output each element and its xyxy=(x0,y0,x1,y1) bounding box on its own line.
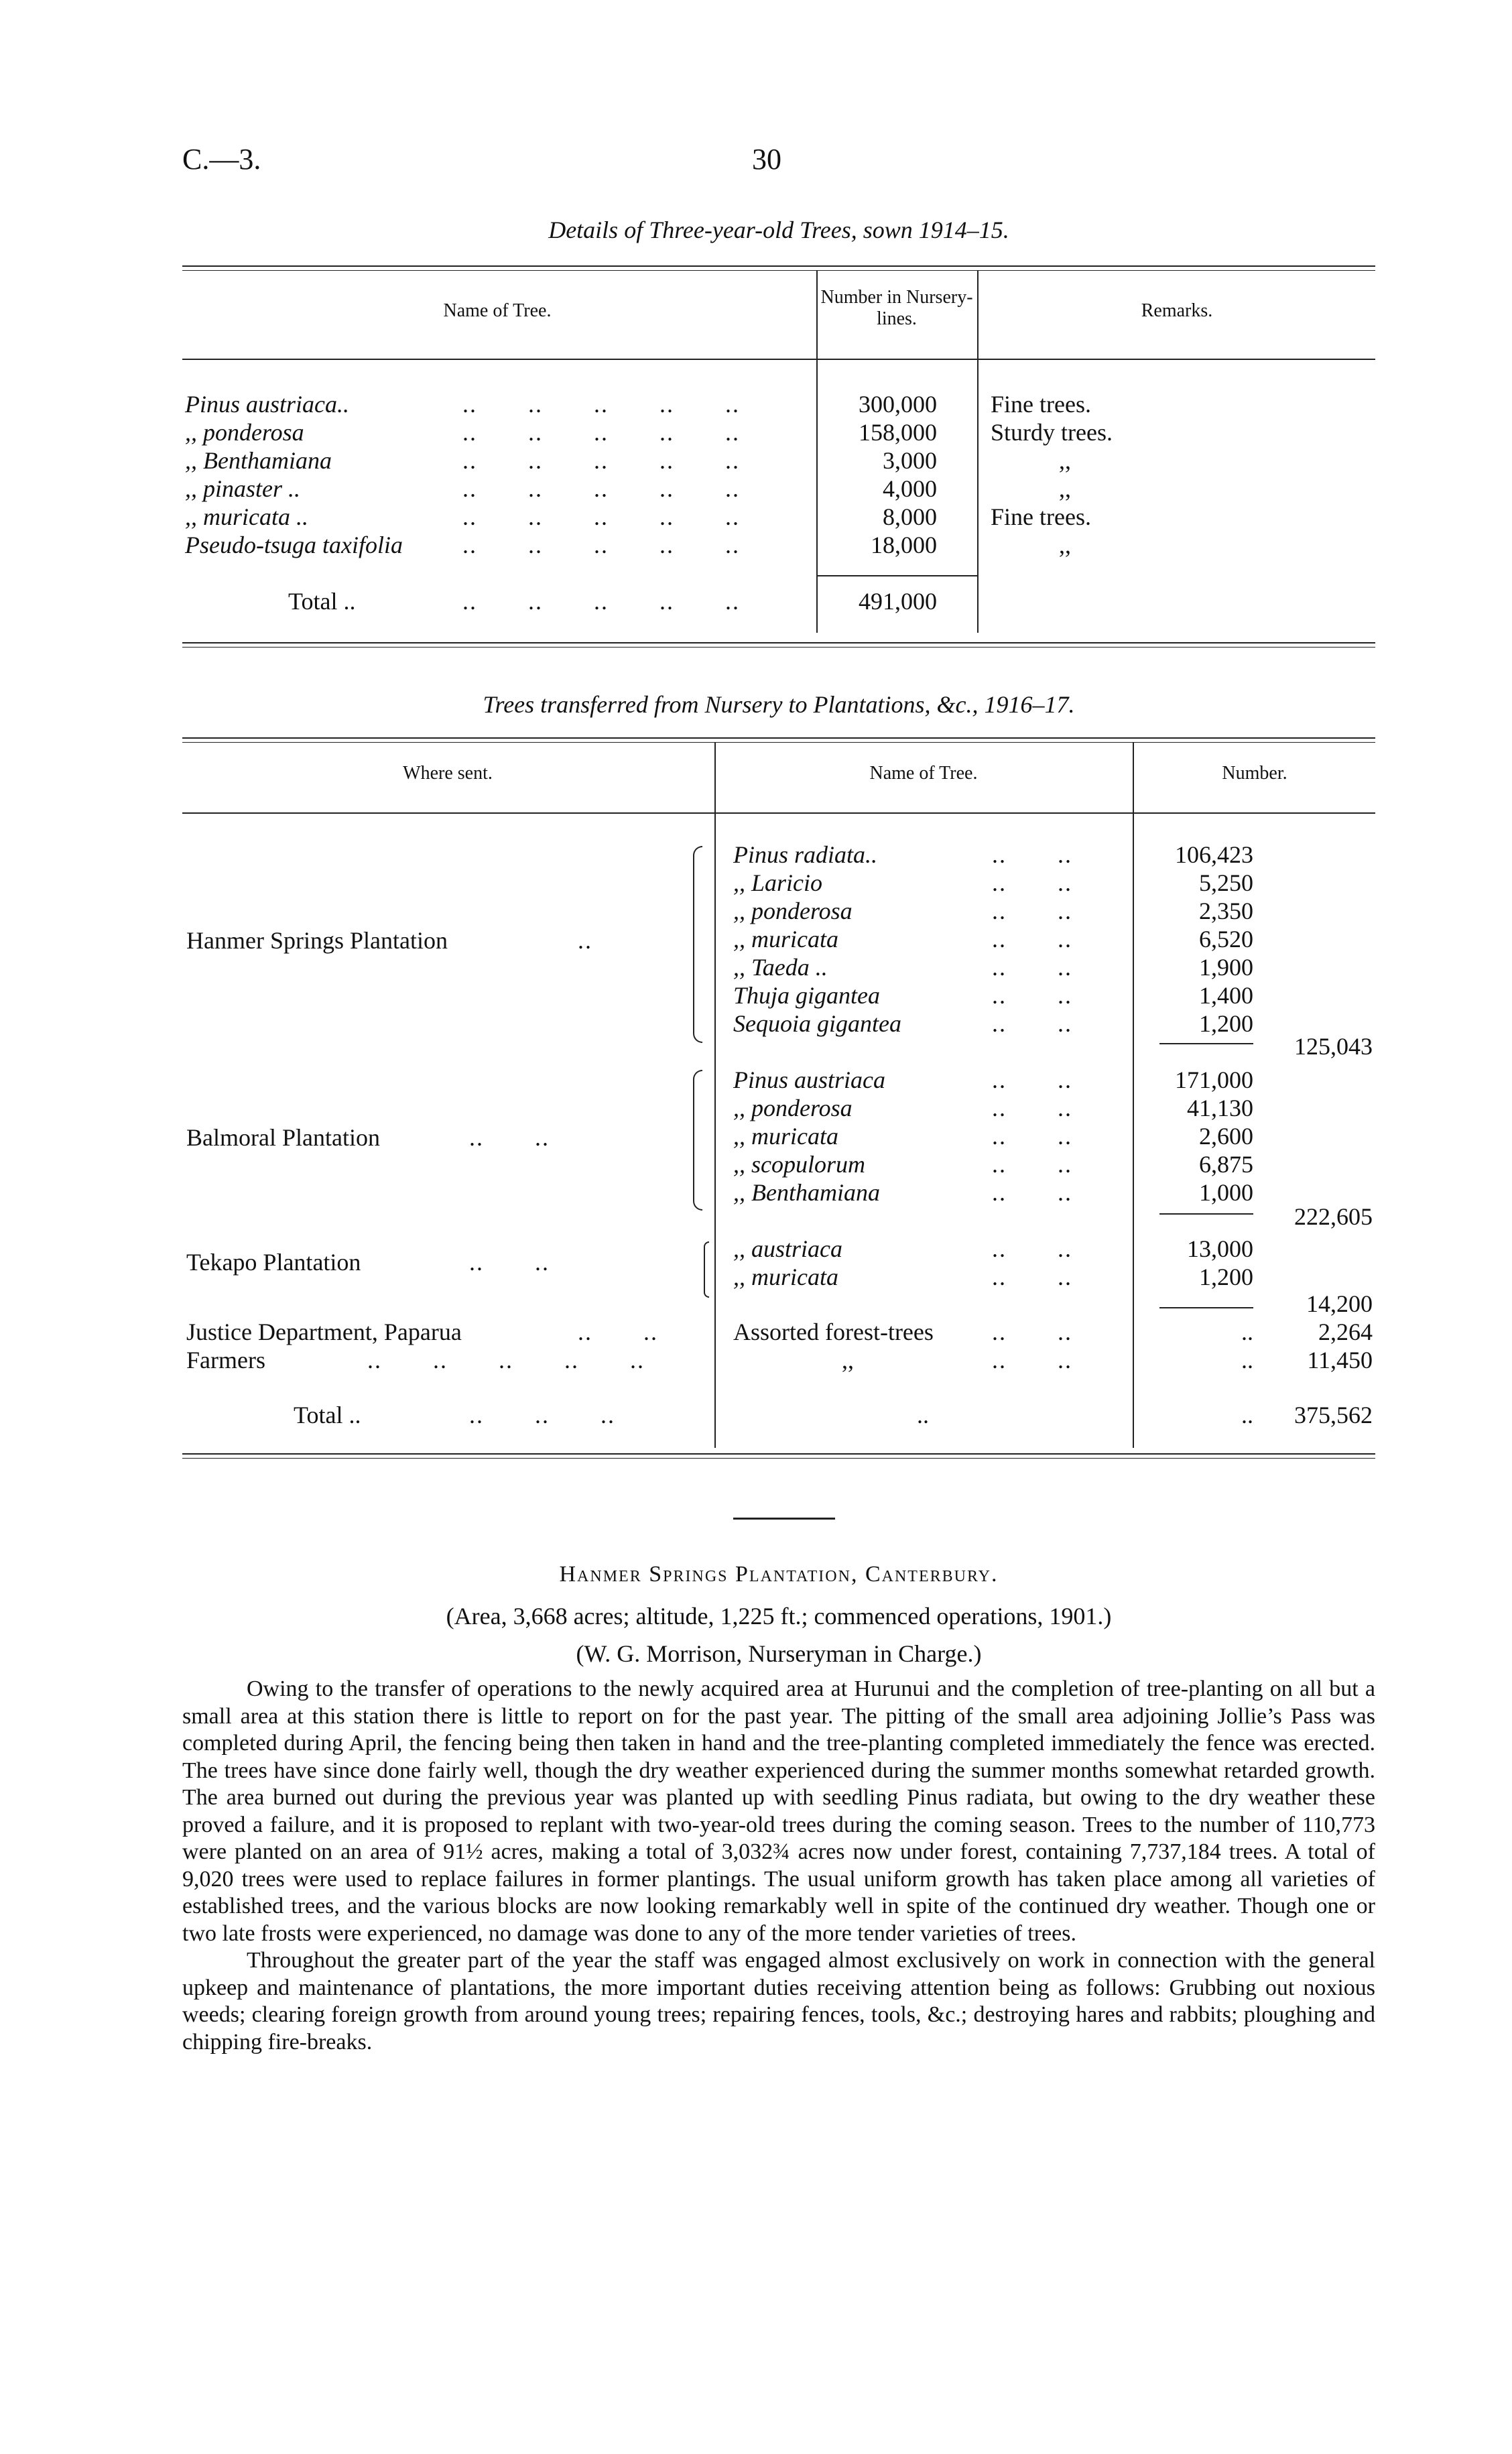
table2-tree-number: 6,875 xyxy=(1199,1151,1253,1178)
leader-dots: .. .. xyxy=(992,1066,1072,1093)
table2-tree: Pinus austriaca xyxy=(733,1066,886,1093)
table1-col-number: Number in Nursery-lines. xyxy=(820,287,973,329)
table2-tree-number: 5,250 xyxy=(1199,869,1253,896)
table2-tree: ,, Benthamiana xyxy=(733,1179,880,1206)
table1-row-number: 3,000 xyxy=(883,447,937,474)
table2-tree-number: 106,423 xyxy=(1175,841,1253,868)
leader-dots: .. .. xyxy=(992,926,1072,953)
table2-tree-number: 1,900 xyxy=(1199,954,1253,981)
table2-total-value: 375,562 xyxy=(1294,1402,1373,1428)
table2-tree-number: 6,520 xyxy=(1199,926,1253,953)
table2-place: Tekapo Plantation xyxy=(186,1249,361,1276)
leader-dots: .. .. xyxy=(992,841,1072,868)
section-charge: (W. G. Morrison, Nurseryman in Charge.) xyxy=(576,1640,982,1667)
table2-col-where: Where sent. xyxy=(403,763,493,784)
table2-tree: ,, muricata xyxy=(733,1264,838,1290)
table1-total-label: Total .. xyxy=(288,588,356,615)
table1-total-rule xyxy=(816,575,977,576)
table2-place: Farmers xyxy=(186,1347,265,1373)
table2-top-rule-2 xyxy=(182,742,1375,743)
leader-dots: .. .. xyxy=(578,1318,658,1345)
body-paragraph: Owing to the transfer of operations to the newly acquired area at Hurunui and the completion of tree-planting on all but a small area at this station there is little to report on for the past year. The pitting of the small area adjoining Jollie’s Pass was completed during April, the fencing being then taken in hand and the tree-planting completed immediately the fence was erected. The trees have since done fairly well, though the dry weather experienced during the summer months somewhat retarded growth. The area burned out during the previous year was planted up with seedling Pinus radiata, but owing to the dry weather these proved a failure, and it is proposed to replant with two-year-old trees during the coming season. Trees to the number of 110,773 were planted on an area of 91½ acres, making a total of 3,032¾ acres now under forest, containing 7,737,184 trees. A total of 9,020 trees were used to replace failures in former plantings. The usual uniform growth has taken place among all varieties of established trees, and the various blocks are now looking remarkably well in spite of the continued dry weather. Though one or two late frosts were experienced, no damage was done to any of the more tender varieties of trees. xyxy=(182,1676,1375,1946)
report-reference: C.—3. xyxy=(182,143,261,176)
table2-tree: ,, scopulorum xyxy=(733,1151,865,1178)
table2-tree: ,, muricata xyxy=(733,926,838,953)
leader-dots: .. .. xyxy=(992,982,1072,1009)
table2-caption: Trees transferred from Nursery to Plantations, &c., 1916–17. xyxy=(483,691,1075,718)
table1-row-remark: Sturdy trees. xyxy=(991,419,1113,446)
table2-tree: ,, ponderosa xyxy=(733,1095,853,1121)
table1-total-value: 491,000 xyxy=(859,588,937,615)
table2-tree: ,, muricata xyxy=(733,1123,838,1150)
table2-other-total: 11,450 xyxy=(1307,1347,1373,1373)
table1-top-rule xyxy=(182,265,1375,267)
table2-col-number: Number. xyxy=(1222,763,1287,784)
table2-subtotal: 14,200 xyxy=(1306,1290,1373,1317)
table2-vrule-1 xyxy=(714,743,716,1448)
table2-other-total: 2,264 xyxy=(1318,1318,1373,1345)
subtotal-rule xyxy=(1159,1043,1253,1044)
leader-dots: .. .. xyxy=(992,1123,1072,1150)
table1-row-remark: Fine trees. xyxy=(991,391,1091,418)
leader-dots: .. .. xyxy=(992,1179,1072,1206)
table2-tree: Assorted forest-trees xyxy=(733,1318,934,1345)
table2-subtotal: 222,605 xyxy=(1294,1203,1373,1230)
table2-place: Balmoral Plantation xyxy=(186,1124,380,1151)
table2-top-rule xyxy=(182,737,1375,739)
leader-dots: .. .. xyxy=(992,1318,1072,1345)
table1-row-name: Pseudo-tsuga taxifolia xyxy=(185,532,403,558)
subtotal-rule xyxy=(1159,1213,1253,1215)
table1-row-number: 18,000 xyxy=(871,532,937,558)
table1-row-number: 8,000 xyxy=(883,503,937,530)
table2-col-tree: Name of Tree. xyxy=(869,763,978,784)
table1-header-rule xyxy=(182,359,1375,360)
leader-dots: .. .. xyxy=(992,1264,1072,1290)
table1-top-rule-2 xyxy=(182,270,1375,271)
table1-col-remarks: Remarks. xyxy=(1141,300,1213,321)
table2-tree-number: 1,200 xyxy=(1199,1264,1253,1290)
table2-total-label: Total .. xyxy=(294,1402,361,1428)
group-brace xyxy=(704,1241,709,1298)
section-body xyxy=(182,1676,1375,2056)
table2-tree: Pinus radiata.. xyxy=(733,841,878,868)
leader-dots: .. .. xyxy=(992,1010,1072,1037)
table2-tree: ,, Taeda .. xyxy=(733,954,828,981)
table2-tree-number: 1,400 xyxy=(1199,982,1253,1009)
table1-row-name: ,, muricata .. xyxy=(185,503,308,530)
leader-dots: .. .. xyxy=(992,1095,1072,1121)
table1-row-number: 158,000 xyxy=(859,419,937,446)
table2-tree: Sequoia gigantea xyxy=(733,1010,901,1037)
leader-dots: .. .. .. .. .. xyxy=(367,1347,645,1373)
table1-row-name: ,, pinaster .. xyxy=(185,475,301,502)
leader-dots: .. .. xyxy=(469,1249,550,1276)
table1-bottom-rule xyxy=(182,642,1375,643)
table2-total-num: .. xyxy=(1241,1402,1253,1428)
table1-row-name: ,, Benthamiana xyxy=(185,447,332,474)
leader-dots: .. .. .. .. .. xyxy=(462,503,740,530)
leader-dots: .. .. xyxy=(992,1151,1072,1178)
table2-bottom-rule xyxy=(182,1453,1375,1455)
leader-dots: .. .. xyxy=(992,1347,1072,1373)
leader-dots: .. .. xyxy=(992,898,1072,924)
leader-dots: .. xyxy=(578,927,592,954)
table2-tree: ,, Laricio xyxy=(733,869,823,896)
table2-total-mid: .. xyxy=(917,1402,929,1428)
table2-tree-number: 1,000 xyxy=(1199,1179,1253,1206)
group-brace xyxy=(693,846,702,1043)
table2-other-number: .. xyxy=(1241,1347,1253,1373)
table1-row-number: 300,000 xyxy=(859,391,937,418)
table1-row-name: ,, ponderosa xyxy=(185,419,304,446)
table2-tree-number: 2,350 xyxy=(1199,898,1253,924)
leader-dots: .. .. .. xyxy=(469,1402,615,1428)
table2-tree-number: 1,200 xyxy=(1199,1010,1253,1037)
leader-dots: .. .. .. .. .. xyxy=(462,588,740,615)
table2-subtotal: 125,043 xyxy=(1294,1033,1373,1060)
leader-dots: .. .. .. .. .. xyxy=(462,532,740,558)
table2-tree: ,, xyxy=(842,1347,854,1373)
leader-dots: .. .. .. .. .. xyxy=(462,447,740,474)
table2-tree-number: 41,130 xyxy=(1187,1095,1253,1121)
table1-row-remark: ,, xyxy=(1059,532,1071,558)
leader-dots: .. .. xyxy=(469,1124,550,1151)
table2-tree-number: 13,000 xyxy=(1187,1235,1253,1262)
subtotal-rule xyxy=(1159,1307,1253,1308)
table1-row-number: 4,000 xyxy=(883,475,937,502)
group-brace xyxy=(693,1070,702,1211)
leader-dots: .. .. xyxy=(992,954,1072,981)
table2-header-rule xyxy=(182,812,1375,814)
section-subtitle: (Area, 3,668 acres; altitude, 1,225 ft.; commenced operations, 1901.) xyxy=(446,1603,1112,1630)
table1-bottom-rule-2 xyxy=(182,647,1375,648)
table2-other-number: .. xyxy=(1241,1318,1253,1345)
leader-dots: .. .. xyxy=(992,1235,1072,1262)
table2-place: Justice Department, Paparua xyxy=(186,1318,462,1345)
table2-tree-number: 171,000 xyxy=(1175,1066,1253,1093)
table2-place: Hanmer Springs Plantation xyxy=(186,927,448,954)
leader-dots: .. .. .. .. .. xyxy=(462,391,740,418)
leader-dots: .. .. .. .. .. xyxy=(462,475,740,502)
section-separator xyxy=(733,1518,835,1520)
table2-tree: ,, austriaca xyxy=(733,1235,843,1262)
section-title: Hanmer Springs Plantation, Canterbury. xyxy=(559,1562,999,1587)
table1-row-remark: ,, xyxy=(1059,475,1071,502)
table1-row-remark: Fine trees. xyxy=(991,503,1091,530)
body-paragraph: Throughout the greater part of the year the staff was engaged almost exclusively on work in connection with the general upkeep and maintenance of plantations, the more important duties receiving attention being as follows: Grubbing out noxious weeds; clearing foreign growth from around young trees; repairing fences, tools, &c.; destroying hares and rabbits; ploughing and chipping fire-breaks. xyxy=(182,1948,1375,2054)
table1-caption: Details of Three-year-old Trees, sown 1914–15. xyxy=(548,217,1009,243)
table1-row-remark: ,, xyxy=(1059,447,1071,474)
leader-dots: .. .. xyxy=(992,869,1072,896)
table2-bottom-rule-2 xyxy=(182,1458,1375,1459)
table1-col-name: Name of Tree. xyxy=(443,300,552,321)
table2-tree: ,, ponderosa xyxy=(733,898,853,924)
page-number: 30 xyxy=(752,143,781,176)
leader-dots: .. .. .. .. .. xyxy=(462,419,740,446)
table2-tree-number: 2,600 xyxy=(1199,1123,1253,1150)
table2-tree: Thuja gigantea xyxy=(733,982,881,1009)
table1-vrule-2 xyxy=(977,271,979,633)
table1-row-name: Pinus austriaca.. xyxy=(185,391,350,418)
